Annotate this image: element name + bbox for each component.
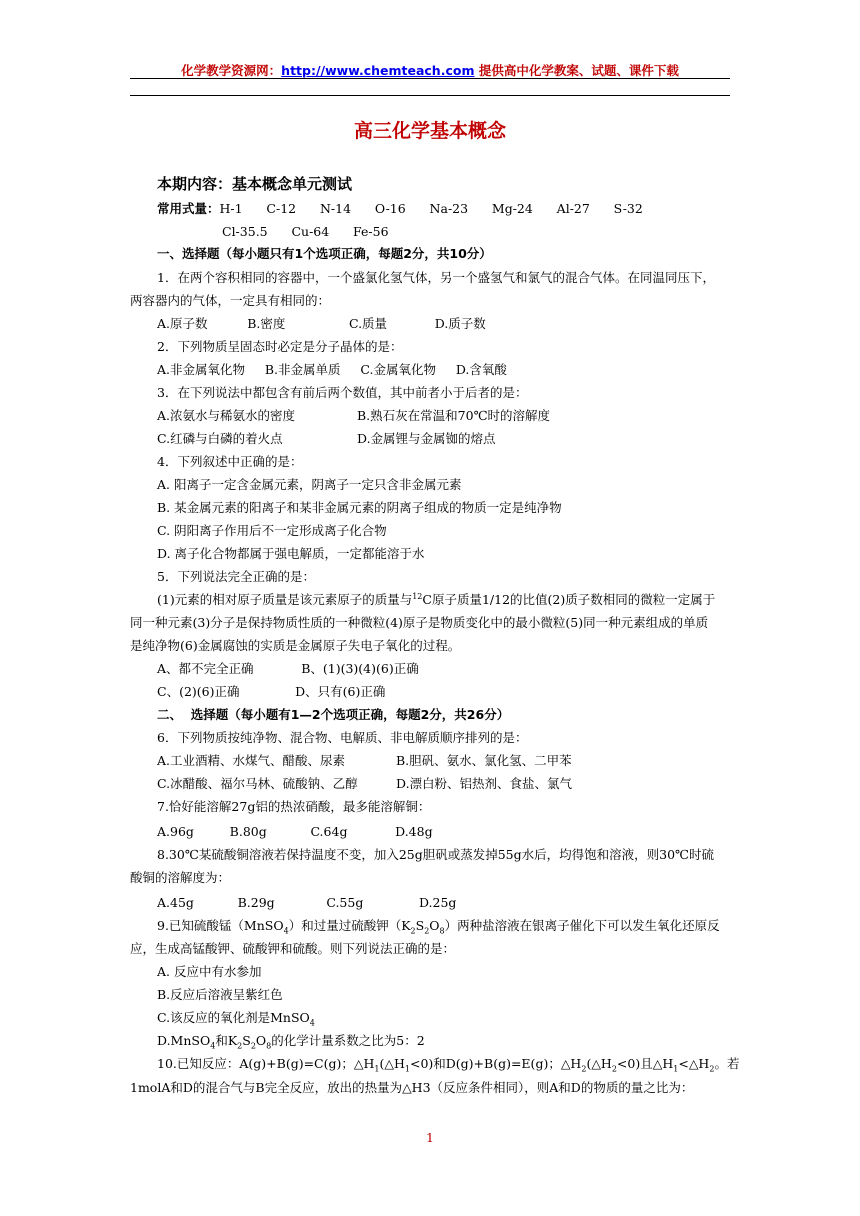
q5-options-1: A、都不完全正确 B、(1)(3)(4)(6)正确 [157, 661, 419, 676]
q4-option-d: D. 离子化合物都属于强电解质，一定都能溶于水 [157, 546, 425, 561]
q4-stem: 4．下列叙述中正确的是： [157, 454, 303, 469]
q10-text-f: <△H [678, 1056, 710, 1071]
q6-stem: 6．下列物质按纯净物、混合物、电解质、非电解质顺序排列的是： [157, 730, 528, 745]
q5-stem: 5．下列说法完全正确的是： [157, 569, 315, 584]
q10-line-1 [157, 1056, 740, 1074]
q9-text-a: 9.已知硫酸锰（MnSO [157, 918, 284, 933]
q3-option-a: A.浓氨水与稀氨水的密度 [157, 408, 296, 423]
q8-options: A.45g B.29g C.55g D.25g [157, 895, 457, 910]
page-header [0, 61, 860, 79]
q10-text-d: (△H [586, 1056, 612, 1071]
document-title: 高三化学基本概念 [353, 120, 506, 142]
q9-stem-1 [157, 918, 720, 936]
subscript: 8 [439, 926, 445, 936]
q7-options: A.96g B.80g C.64g D.48g [157, 824, 433, 839]
header-rule-top [130, 78, 730, 79]
q9-option-d [157, 1033, 425, 1051]
page-number: 1 [426, 1130, 434, 1145]
q2-stem: 2．下列物质呈固态时必定是分子晶体的是： [157, 339, 403, 354]
subscript: 1 [374, 1064, 380, 1074]
q2-options: A.非金属氧化物 B.非金属单质 C.金属氧化物 D.含氧酸 [157, 362, 507, 377]
q9-d-text-2: 和K [215, 1033, 238, 1048]
q5-options-2: C、(2)(6)正确 D、只有(6)正确 [157, 684, 386, 699]
q4-option-c: C. 阴阳离子作用后不一定形成离子化合物 [157, 523, 387, 538]
section-2-heading: 二、 选择题（每小题有1—2个选项正确，每题2分，共26分） [157, 707, 510, 722]
q1-stem-2: 两容器内的气体，一定具有相同的： [130, 293, 331, 308]
q9-d-text-4: O [255, 1033, 267, 1048]
q9-text-d: O [429, 918, 440, 933]
q6-option-c: C.冰醋酸、福尔马林、硫酸钠、乙醇 [157, 776, 358, 791]
q4-option-a: A. 阳离子一定含金属元素，阴离子一定只含非金属元素 [157, 477, 462, 492]
q9-d-text-3: S [242, 1033, 251, 1048]
q10-text-c: <0)和D(g)+B(g)=E(g)；△H [409, 1056, 582, 1071]
subscript: 4 [283, 926, 289, 936]
subscript: 1 [673, 1064, 679, 1074]
q9-text-c: S [415, 918, 425, 933]
subscript: 2 [709, 1064, 715, 1074]
subscript: 1 [404, 1064, 410, 1074]
q6-option-b: B.胆矾、氨水、氯化氢、二甲苯 [396, 753, 572, 768]
q8-stem-1: 8.30℃某硫酸铜溶液若保持温度不变，加入25g胆矾或蒸发掉55g水后，均得饱和溶液，则30℃时硫 [157, 847, 715, 862]
q3-stem: 3．在下列说法中都包含有前后两个数值，其中前者小于后者的是： [157, 385, 528, 400]
q10-text-a: 10.已知反应：A(g)+B(g)=C(g)；△H [157, 1056, 375, 1071]
q10-text-b: (△H [379, 1056, 405, 1071]
q9-text-e: ）两种盐溶液在银离子催化下可以发生氧化还原反 [444, 918, 720, 933]
q1-stem-1: 1．在两个容积相同的容器中，一个盛氯化氢气体，另一个盛氢气和氯气的混合气体。在同温同压下， [157, 270, 715, 285]
q5-line-1a: (1)元素的相对原子质量是该元素原子的质量与 [157, 592, 413, 607]
masses-values-1: H-1 C-12 N-14 O-16 Na-23 Mg-24 Al-27 S-32 [219, 201, 643, 216]
q5-line-3: 是纯净物(6)金属腐蚀的实质是金属原子失电子氧化的过程。 [130, 638, 461, 653]
masses-row-1 [157, 201, 643, 216]
q9-option-c-text: C.该反应的氧化剂是MnSO [157, 1010, 310, 1025]
subscript: 2 [611, 1064, 617, 1074]
q7-stem: 7.恰好能溶解27g铝的热浓硝酸，最多能溶解铜： [157, 799, 431, 814]
q9-option-c [157, 1010, 315, 1028]
q10-line-2: 1molA和D的混合气与B完全反应，放出的热量为△H3（反应条件相同），则A和D的物质的量之比为： [130, 1080, 694, 1095]
q4-option-b: B. 某金属元素的阳离子和某非金属元素的阴离子组成的物质一定是纯净物 [157, 500, 562, 515]
masses-label: 常用式量： [157, 201, 220, 216]
subscript: 8 [266, 1041, 272, 1051]
subtitle: 本期内容：基本概念单元测试 [157, 175, 353, 193]
q9-stem-2: 应，生成高锰酸钾、硫酸钾和硫酸。则下列说法正确的是： [130, 941, 456, 956]
subscript: 2 [250, 1041, 256, 1051]
q9-d-text-5: 的化学计量系数之比为5：2 [271, 1033, 425, 1048]
q5-line-1b: C原子质量1/12的比值(2)质子数相同的微粒一定属于 [422, 592, 716, 607]
q1-options: A.原子数 B.密度 C.质量 D.质子数 [157, 316, 486, 331]
subscript: 4 [309, 1018, 315, 1028]
subscript: 2 [237, 1041, 243, 1051]
q9-d-text-1: D.MnSO [157, 1033, 211, 1048]
q10-text-e: <0)且△H [616, 1056, 674, 1071]
subscript: 2 [410, 926, 416, 936]
q10-text-g: 。若 [714, 1056, 740, 1071]
header-prefix: 化学教学资源网： [181, 63, 282, 78]
masses-row-2: Cl-35.5 Cu-64 Fe-56 [222, 224, 389, 239]
subscript: 2 [581, 1064, 587, 1074]
q5-line-1 [157, 592, 715, 607]
q6-option-d: D.漂白粉、铝热剂、食盐、氯气 [396, 776, 573, 791]
isotope-mass-superscript: 12 [412, 591, 423, 601]
q9-text-b: ）和过量过硫酸钾（K [288, 918, 411, 933]
header-link[interactable]: http://www.chemteach.com [281, 63, 475, 78]
subscript: 4 [210, 1041, 216, 1051]
q3-option-b: B.熟石灰在常温和70℃时的溶解度 [357, 408, 551, 423]
section-1-heading: 一、选择题（每小题只有1个选项正确，每题2分，共10分） [157, 246, 492, 261]
header-rule-bottom [130, 95, 730, 96]
q3-option-c: C.红磷与白磷的着火点 [157, 431, 283, 446]
q9-option-b: B.反应后溶液呈紫红色 [157, 987, 283, 1002]
q5-line-2: 同一种元素(3)分子是保持物质性质的一种微粒(4)原子是物质变化中的最小微粒(5)同一种元素组成的单质 [130, 615, 709, 630]
q3-option-d: D.金属锂与金属铷的熔点 [357, 431, 496, 446]
q8-stem-2: 酸铜的溶解度为： [130, 870, 231, 885]
subscript: 2 [424, 926, 430, 936]
q9-option-a: A. 反应中有水参加 [157, 964, 262, 979]
header-suffix: 提供高中化学教案、试题、课件下载 [474, 63, 679, 78]
q6-option-a: A.工业酒精、水煤气、醋酸、尿素 [157, 753, 346, 768]
